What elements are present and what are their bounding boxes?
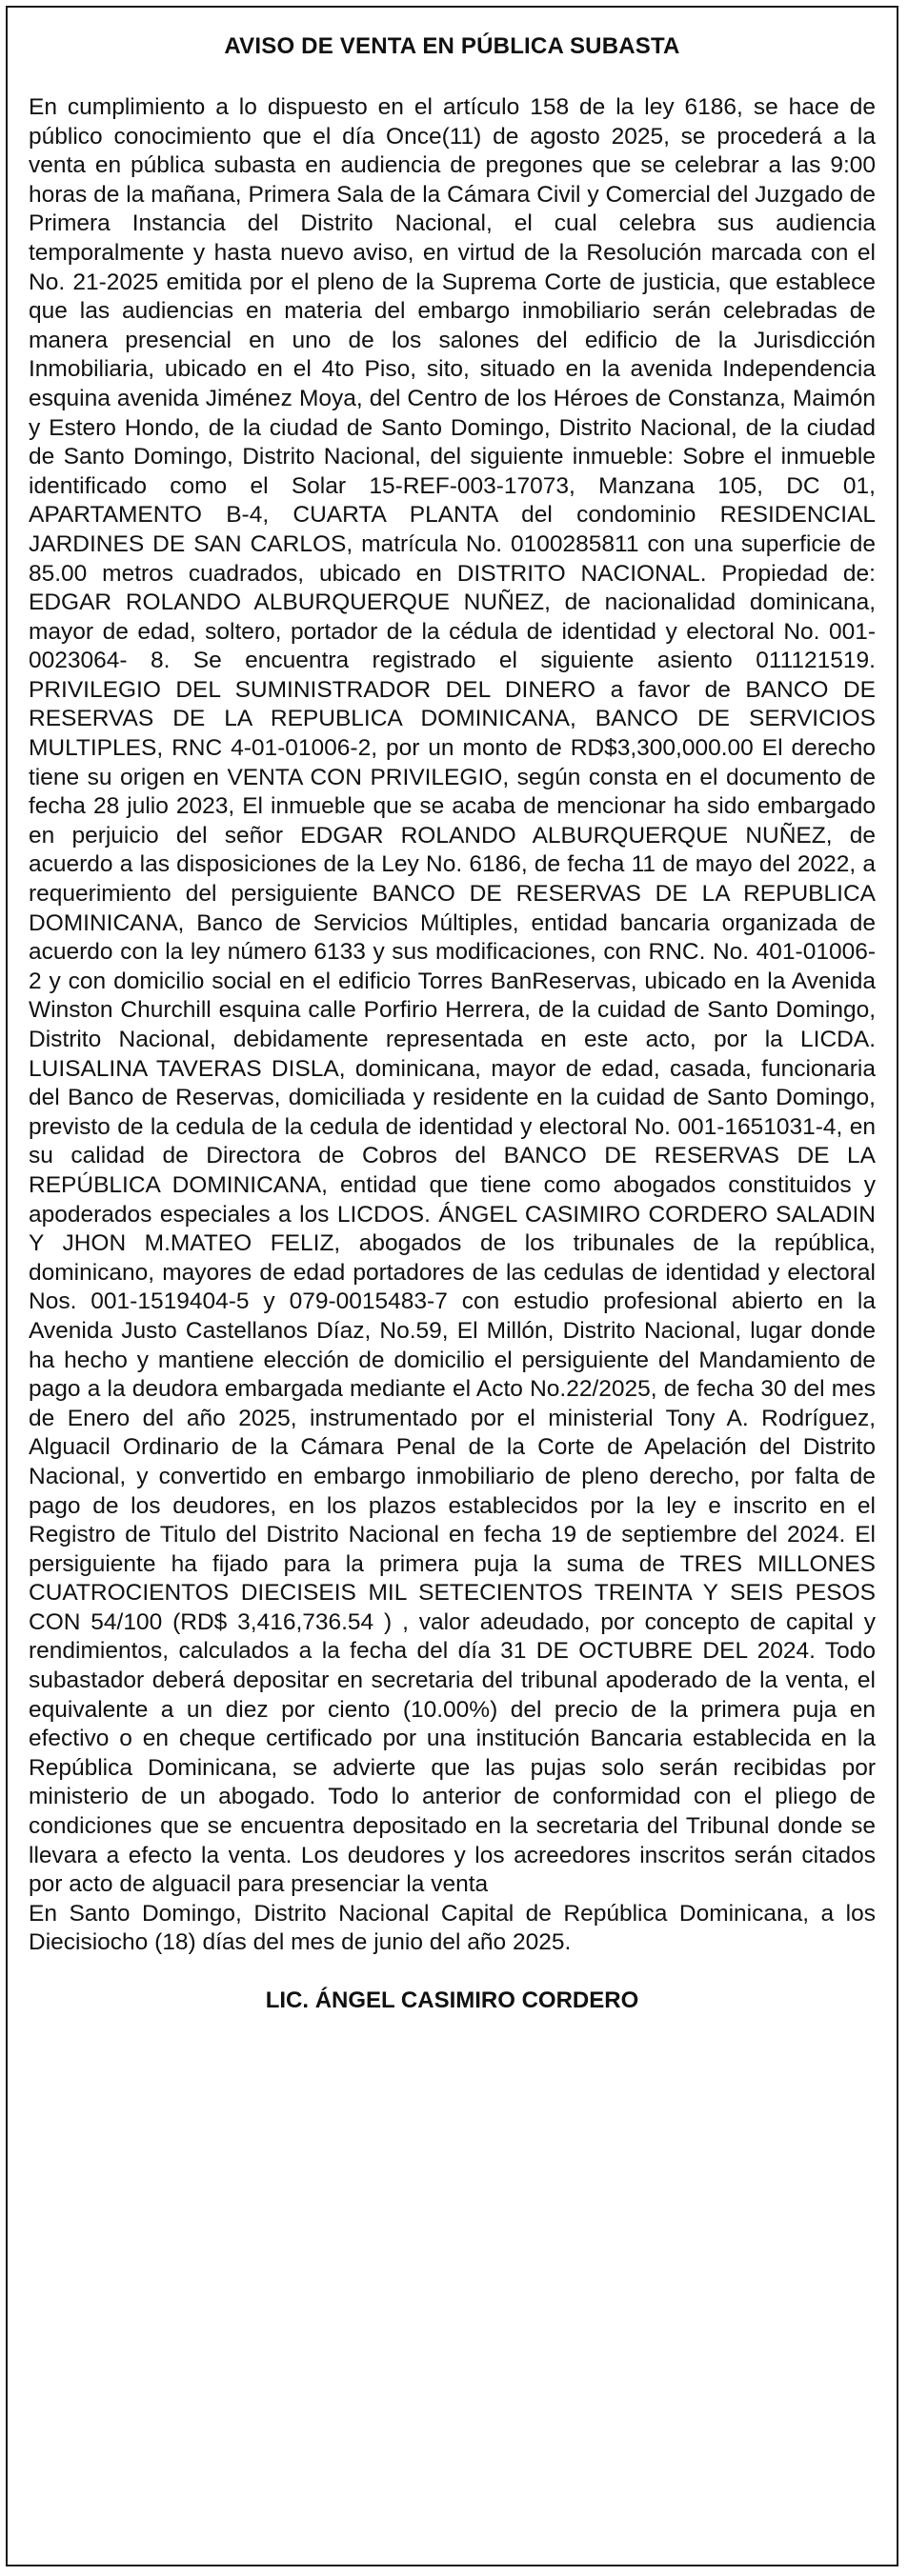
notice-body (29, 93, 876, 1958)
legal-notice (6, 6, 898, 2566)
notice-signature: LIC. ÁNGEL CASIMIRO CORDERO (265, 1987, 639, 2013)
notice-title: AVISO DE VENTA EN PÚBLICA SUBASTA (224, 33, 680, 59)
notice-body-paragraph: En cumplimiento a lo dispuesto en el artículo 158 de la ley 6186, se hace de público conocimiento que el día Once(11) de agosto 2025, se procederá a la venta en pública subasta en audiencia de pregones que se celebrar a las 9:00 horas de la mañana, Primera Sala de la Cámara Civil y Comercial del Juzgado de Primera Instancia del Distrito Nacional, el cual celebra sus audiencia temporalmente y hasta nuevo aviso, en virtud de la Resolución marcada con el No. 21-2025 emitida por el pleno de la Suprema Corte de justicia, que establece que las audiencias en materia del embargo inmobiliario serán celebradas de manera presencial en uno de los salones del edificio de la Jurisdicción Inmobiliaria, ubicado en el 4to Piso, sito, situado en la avenida Independencia esquina avenida Jiménez Moya, del Centro de los Héroes de Constanza, Maimón y Estero Hondo, de la ciudad de Santo Domingo, Distrito Nacional, de la ciudad de Santo Domingo, Distrito Nacional, del siguiente inmueble: Sobre el inmueble identificado como el Solar 15-REF-003-17073, Manzana 105, DC 01, APARTAMENTO B-4, CUARTA PLANTA del condominio RESIDENCIAL JARDINES DE SAN CARLOS, matrícula No. 0100285811 con una superficie de 85.00 metros cuadrados, ubicado en DISTRITO NACIONAL. Propiedad de: EDGAR ROLANDO ALBURQUERQUE NUÑEZ, de nacionalidad dominicana, mayor de edad, soltero, portador de la cédula de identidad y electoral No. 001-0023064- 8. Se encuentra registrado el siguiente asiento 011121519. PRIVILEGIO DEL SUMINISTRADOR DEL DINERO a favor de BANCO DE RESERVAS DE LA REPUBLICA DOMINICANA, BANCO DE SERVICIOS MULTIPLES, RNC 4-01-01006-2, por un monto de RD$3,300,000.00 El derecho tiene su origen en VENTA CON PRIVILEGIO, según consta en el documento de fecha 28 julio 2023, El inmueble que se acaba de mencionar ha sido embargado en perjuicio del señor EDGAR ROLANDO ALBURQUERQUE NUÑEZ, de acuerdo a las disposiciones de la Ley No. 6186, de fecha 11 de mayo del 2022, a requerimiento del persiguiente BANCO DE RESERVAS DE LA REPUBLICA DOMINICANA, Banco de Servicios Múltiples, entidad bancaria organizada de acuerdo con la ley número 6133 y sus modificaciones, con RNC. No. 401-01006-2 y con domicilio social en el edificio Torres BanReservas, ubicado en la Avenida Winston Churchill esquina calle Porfirio Herrera, de la cuidad de Santo Domingo, Distrito Nacional, debidamente representada en este acto, por la LICDA. LUISALINA TAVERAS DISLA, dominicana, mayor de edad, casada, funcionaria del Banco de Reservas, domiciliada y residente en la cuidad de Santo Domingo, previsto de la cedula de la cedula de identidad y electoral No. 001-1651031-4, en su calidad de Directora de Cobros del BANCO DE RESERVAS DE LA REPÚBLICA DOMINICANA, entidad que tiene como abogados constituidos y apoderados especiales a los LICDOS. ÁNGEL CASIMIRO CORDERO SALADIN Y JHON M.MATEO FELIZ, abogados de los tribunales de la república, dominicano, mayores de edad portadores de las cedulas de identidad y electoral Nos. 001-1519404-5 y 079-0015483-7 con estudio profesional abierto en la Avenida Justo Castellanos Díaz, No.59, El Millón, Distrito Nacional, lugar donde ha hecho y mantiene elección de domicilio el persiguiente del Mandamiento de pago a la deudora embargada mediante el Acto No.22/2025, de fecha 30 del mes de Enero del año 2025, instrumentado por el ministerial Tony A. Rodríguez, Alguacil Ordinario de la Cámara Penal de la Corte de Apelación del Distrito Nacional, y convertido en embargo inmobiliario de pleno derecho, por falta de pago de los deudores, en los plazos establecidos por la ley e inscrito en el Registro de Titulo del Distrito Nacional en fecha 19 de septiembre del 2024. El persiguiente ha fijado para la primera puja la suma de TRES MILLONES CUATROCIENTOS DIECISEIS MIL SETECIENTOS TREINTA Y SEIS PESOS CON 54/100 (RD$ 3,416,736.54 ) , valor adeudado, por concepto de capital y rendimientos, calculados a la fecha del día 31 DE OCTUBRE DEL 2024. Todo subastador deberá depositar en secretaria del tribunal apoderado de la venta, el equivalente a un diez por ciento (10.00%) del precio de la primera puja en efectivo o en cheque certificado por una institución Bancaria establecida en la República Dominicana, se advierte que las pujas solo serán recibidas por ministerio de un abogado. Todo lo anterior de conformidad con el pliego de condiciones que se encuentra depositado en la secretaria del Tribunal donde se llevara a efecto la venta. Los deudores y los acreedores inscritos serán citados por acto de alguacil para presenciar la venta (29, 94, 876, 1898)
notice-closing-paragraph: En Santo Domingo, Distrito Nacional Capital de República Dominicana, a los Diecisiocho (18) días del mes de junio del año 2025. (29, 1900, 876, 1956)
